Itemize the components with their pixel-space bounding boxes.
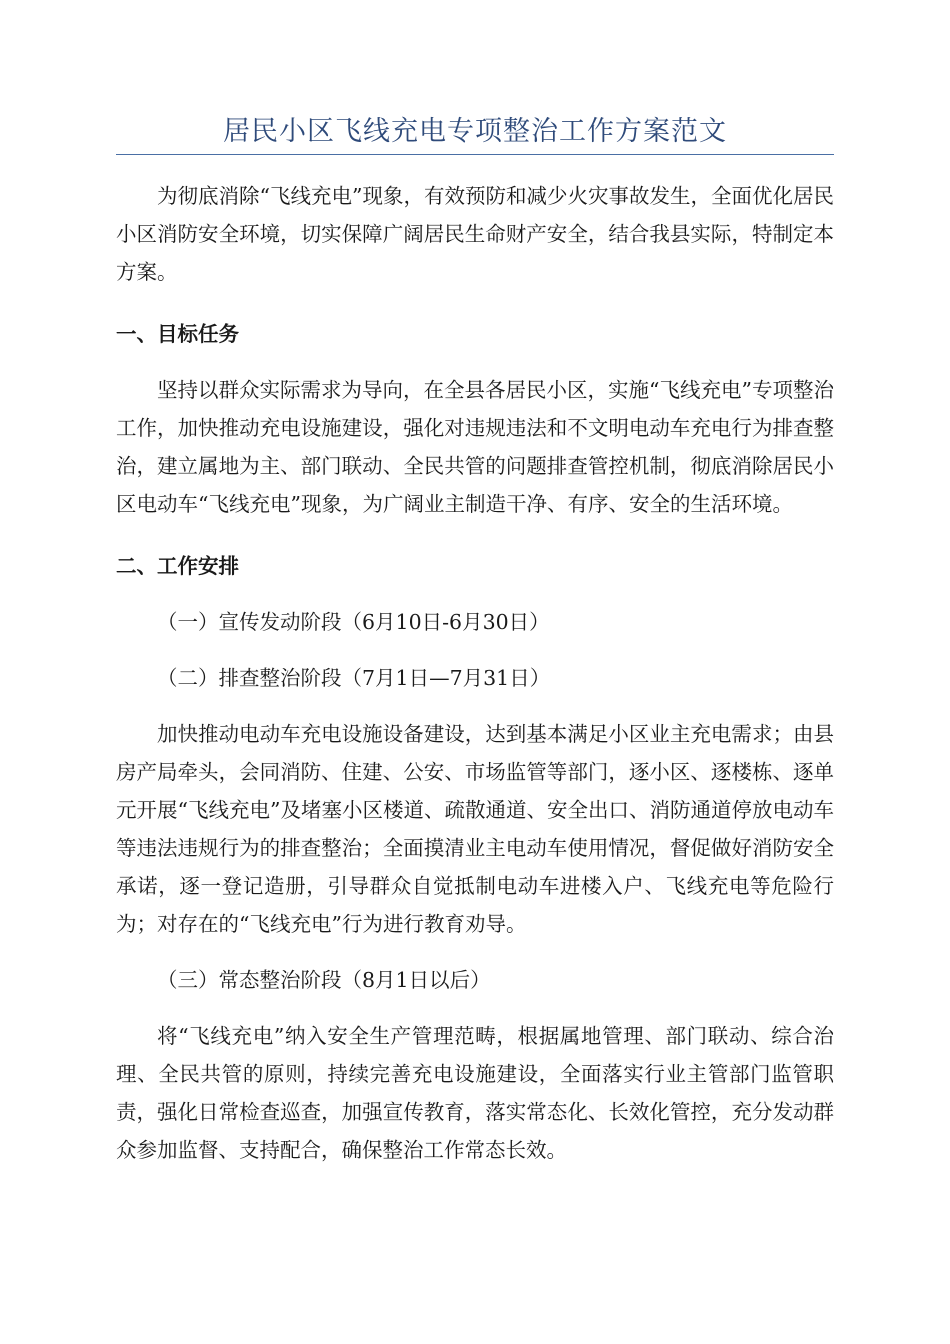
document-title: 居民小区飞线充电专项整治工作方案范文 xyxy=(116,112,834,155)
stage-3-paragraph: 将“飞线充电”纳入安全生产管理范畴，根据属地管理、部门联动、综合治理、全民共管的原则，持续完善充电设施建设，全面落实行业主管部门监管职责，强化日常检查巡查，加强宣传教育，落实常态化、长效化管控，充分发动群众参加监督、支持配合，确保整治工作常态长效。 xyxy=(116,1024,834,1162)
section-heading-arrangement: 二、工作安排 xyxy=(116,554,239,578)
stage-3-heading: （三）常态整治阶段（8月1日以后） xyxy=(157,968,491,992)
document-page xyxy=(116,112,834,1169)
intro-paragraph: 为彻底消除“飞线充电”现象，有效预防和减少火灾事故发生，全面优化居民小区消防安全环境，切实保障广阔居民生命财产安全，结合我县实际，特制定本方案。 xyxy=(116,184,834,284)
stage-2-heading: （二）排查整治阶段（7月1日—7月31日） xyxy=(157,666,551,690)
goals-paragraph: 坚持以群众实际需求为导向，在全县各居民小区，实施“飞线充电”专项整治工作，加快推动充电设施建设，强化对违规违法和不文明电动车充电行为排查整治，建立属地为主、部门联动、全民共管的问题排查管控机制，彻底消除居民小区电动车“飞线充电”现象，为广阔业主制造干净、有序、安全的生活环境。 xyxy=(116,378,834,516)
stage-2-paragraph: 加快推动电动车充电设施设备建设，达到基本满足小区业主充电需求；由县房产局牵头，会同消防、住建、公安、市场监管等部门，逐小区、逐楼栋、逐单元开展“飞线充电”及堵塞小区楼道、疏散通道、安全出口、消防通道停放电动车等违法违规行为的排查整治；全面摸清业主电动车使用情况，督促做好消防安全承诺，逐一登记造册，引导群众自觉抵制电动车进楼入户、飞线充电等危险行为；对存在的“飞线充电”行为进行教育劝导。 xyxy=(116,722,834,936)
stage-1-heading: （一）宣传发动阶段（6月10日-6月30日） xyxy=(157,610,550,634)
section-heading-goals: 一、目标任务 xyxy=(116,322,239,346)
